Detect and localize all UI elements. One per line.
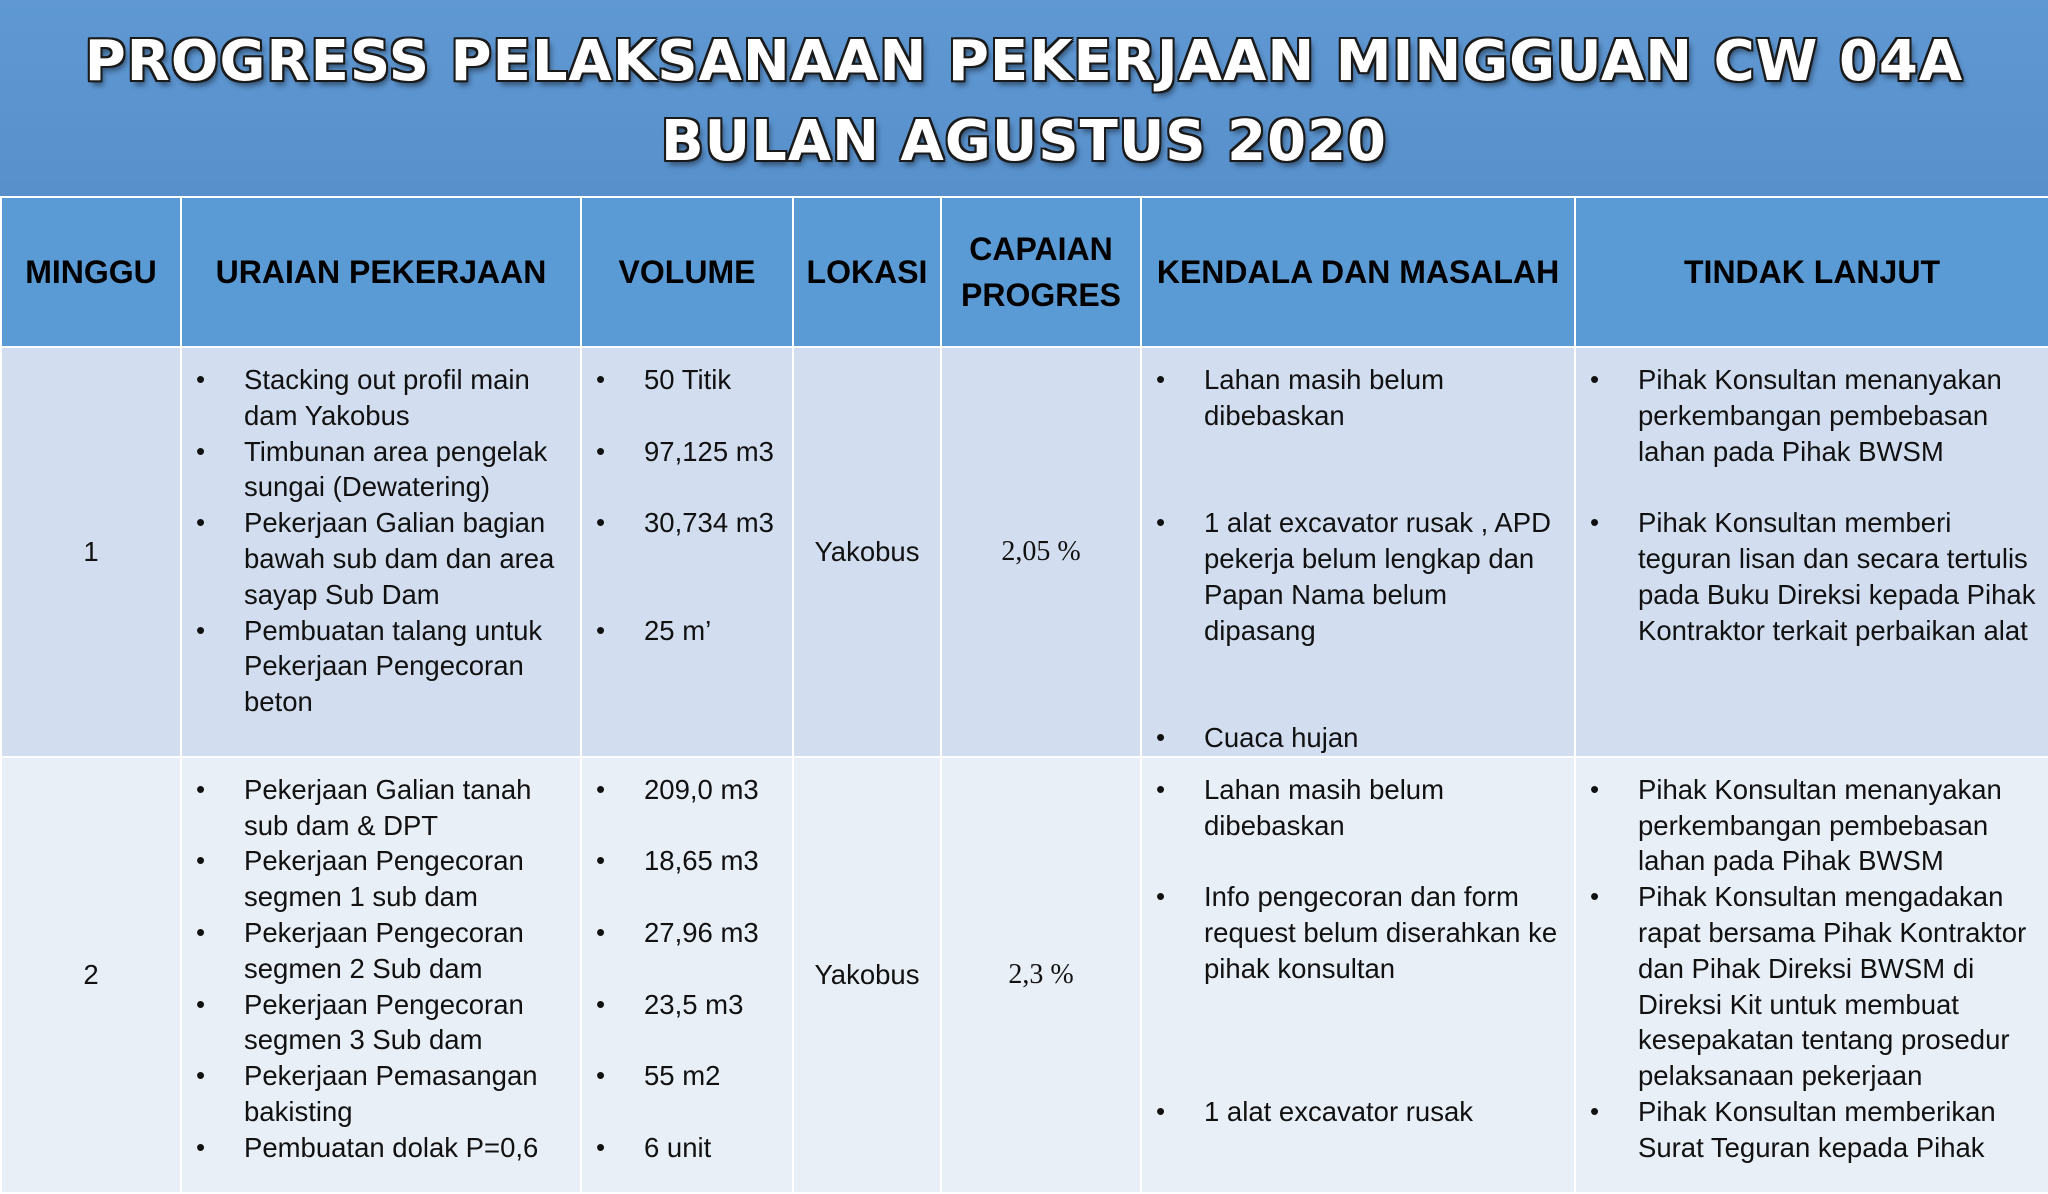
list-item: • 1 alat excavator rusak , APD pekerja belum lengkap dan Papan Nama belum dipasang — [1156, 505, 1564, 648]
list-item: • Pekerjaan Galian bagian bawah sub dam dan area sayap Sub Dam — [196, 505, 570, 612]
list-item: • 23,5 m3 — [596, 987, 782, 1023]
cell-kendala — [1141, 757, 1575, 1193]
list-item: • 30,734 m3 — [596, 505, 782, 541]
cell-tindak — [1575, 757, 2048, 1193]
list-item: • Lahan masih belum dibebaskan — [1156, 362, 1564, 434]
list-item: • 25 m’ — [596, 613, 782, 649]
cell-capaian: 2,3 % — [941, 757, 1141, 1193]
list-item: • Pihak Konsultan mengadakan rapat bersama Pihak Kontraktor dan Pihak Direksi BWSM di Direksi Kit untuk membuat kesepakatan tentang prosedur pelaksanaan pekerjaan — [1590, 879, 2038, 1094]
list-item: • 50 Titik — [596, 362, 782, 398]
list-item: • Pekerjaan Galian tanah sub dam & DPT — [196, 772, 570, 844]
list-item: • Info pengecoran dan form request belum diserahkan ke pihak konsultan — [1156, 879, 1564, 986]
header-kendala: KENDALA DAN MASALAH — [1141, 197, 1575, 347]
header-capaian-line2: PROGRES — [960, 277, 1122, 313]
list-item: • Pekerjaan Pengecoran segmen 3 Sub dam — [196, 987, 570, 1059]
list-item: • Timbunan area pengelak sungai (Dewatering) — [196, 434, 570, 506]
table-row — [1, 757, 2048, 1193]
list-item: • 1 alat excavator rusak — [1156, 1094, 1564, 1130]
table-header-row — [1, 197, 2048, 347]
list-item: • Pekerjaan Pengecoran segmen 2 Sub dam — [196, 915, 570, 987]
cell-capaian: 2,05 % — [941, 347, 1141, 757]
list-item: • Pihak Konsultan menanyakan perkembangan pembebasan lahan pada Pihak BWSM — [1590, 772, 2038, 879]
cell-minggu: 2 — [1, 757, 181, 1193]
cell-tindak — [1575, 347, 2048, 757]
list-item: • 27,96 m3 — [596, 915, 782, 951]
list-item: • 97,125 m3 — [596, 434, 782, 470]
cell-lokasi: Yakobus — [793, 757, 941, 1193]
progress-table — [0, 196, 2048, 1194]
list-item: • Cuaca hujan — [1156, 720, 1564, 756]
header-lokasi: LOKASI — [793, 197, 941, 347]
list-item: • Stacking out profil main dam Yakobus — [196, 362, 570, 434]
header-volume: VOLUME — [581, 197, 793, 347]
header-uraian: URAIAN PEKERJAAN — [181, 197, 581, 347]
cell-uraian — [181, 347, 581, 757]
list-item: • Pihak Konsultan menanyakan perkembangan pembebasan lahan pada Pihak BWSM — [1590, 362, 2038, 469]
cell-lokasi: Yakobus — [793, 347, 941, 757]
list-item: • 209,0 m3 — [596, 772, 782, 808]
cell-minggu: 1 — [1, 347, 181, 757]
list-item: • Lahan masih belum dibebaskan — [1156, 772, 1564, 844]
list-item: • Pihak Konsultan memberikan Surat Teguran kepada Pihak — [1590, 1094, 2038, 1166]
title-banner — [0, 0, 2048, 196]
list-item: • Pihak Konsultan memberi teguran lisan dan secara tertulis pada Buku Direksi kepada Pihak Kontraktor terkait perbaikan alat — [1590, 505, 2038, 648]
list-item: • Pekerjaan Pengecoran segmen 1 sub dam — [196, 843, 570, 915]
cell-kendala — [1141, 347, 1575, 757]
list-item: • 18,65 m3 — [596, 843, 782, 879]
cell-volume — [581, 347, 793, 757]
page-title: PROGRESS PELAKSANAAN PEKERJAAN MINGGUAN CW 04A — [84, 29, 1964, 94]
header-tindak: TINDAK LANJUT — [1575, 197, 2048, 347]
page-subtitle: BULAN AGUSTUS 2020 — [660, 109, 1387, 174]
header-capaian-line1: CAPAIAN — [969, 231, 1113, 267]
header-capaian — [941, 197, 1141, 347]
list-item: • Pembuatan dolak P=0,6 — [196, 1130, 570, 1166]
list-item: • Pembuatan talang untuk Pekerjaan Pengecoran beton — [196, 613, 570, 720]
list-item: • 6 unit — [596, 1130, 782, 1166]
table-row — [1, 347, 2048, 757]
list-item: • 55 m2 — [596, 1058, 782, 1094]
list-item: • Pekerjaan Pemasangan bakisting — [196, 1058, 570, 1130]
cell-volume — [581, 757, 793, 1193]
cell-uraian — [181, 757, 581, 1193]
header-minggu: MINGGU — [1, 197, 181, 347]
